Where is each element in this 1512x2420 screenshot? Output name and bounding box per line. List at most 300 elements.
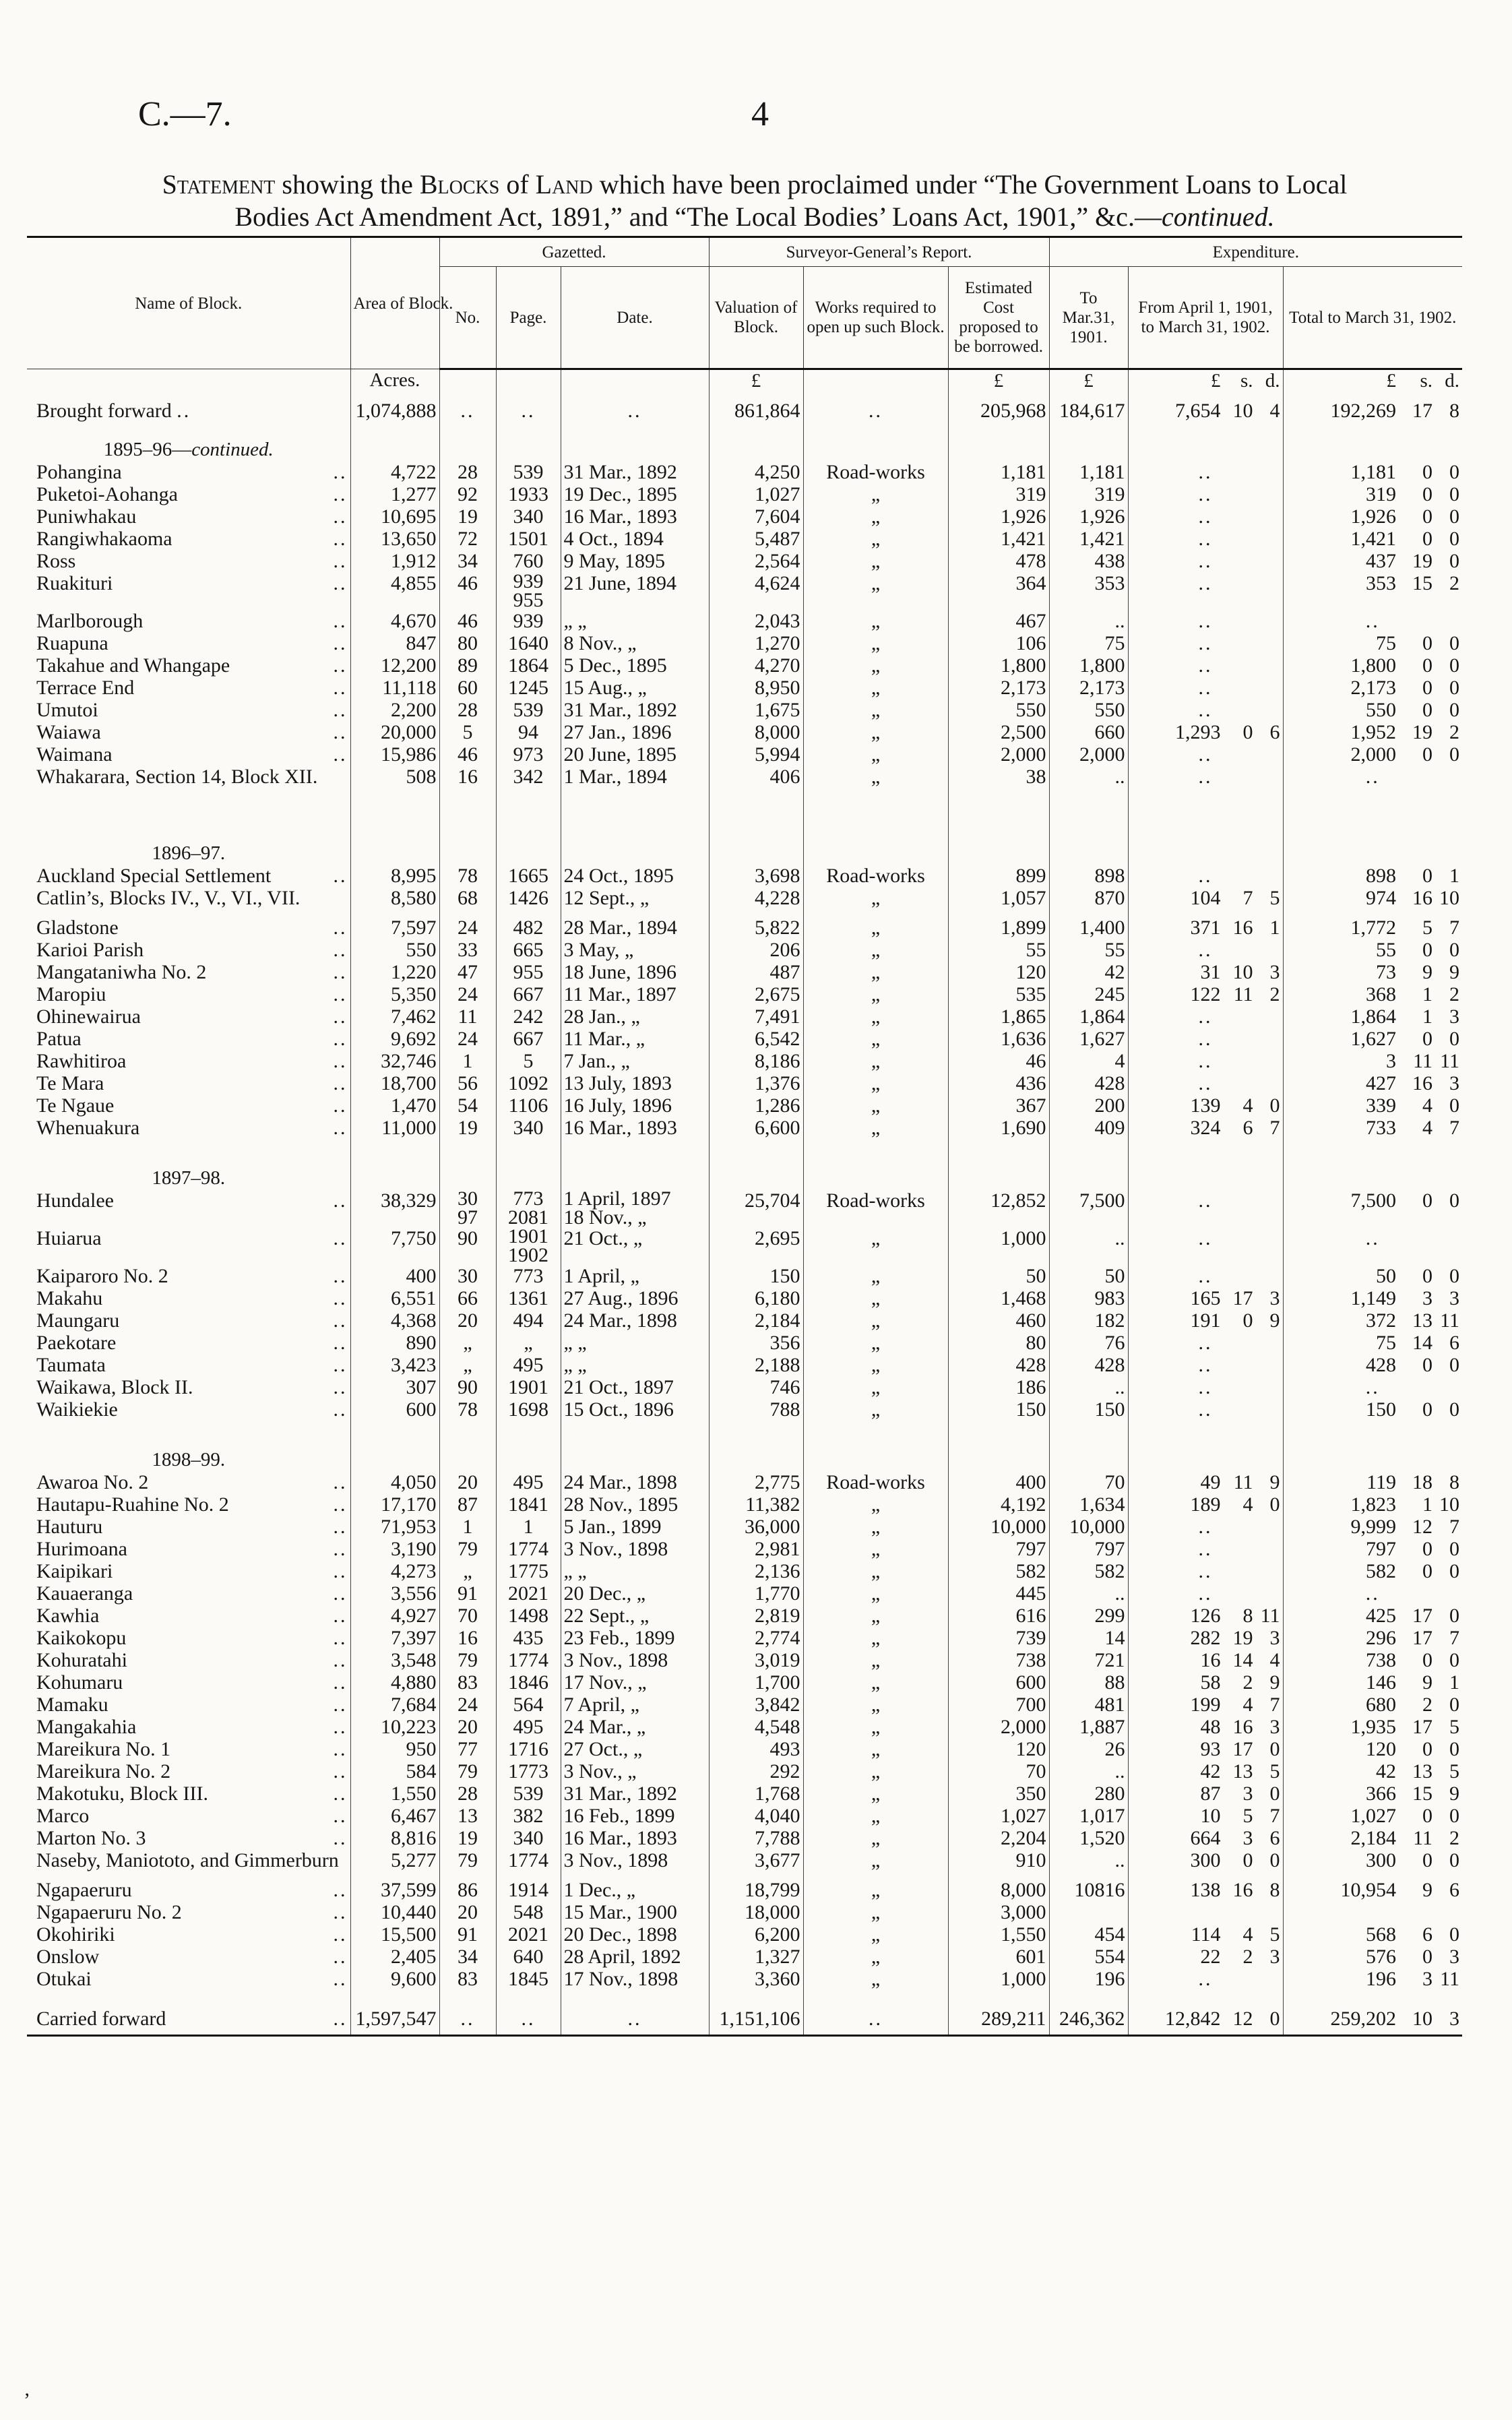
works-required: „	[803, 1605, 948, 1627]
section-label: 1895–96—continued.	[103, 439, 274, 460]
pence: 9	[1269, 1309, 1280, 1332]
pence: 0	[1449, 483, 1460, 505]
shillings: 3	[1242, 1782, 1253, 1805]
block-name: Puketoi-Aohanga ..	[36, 483, 348, 505]
expenditure-from-1901	[1128, 1627, 1283, 1649]
cf-total	[1283, 2004, 1462, 2036]
pounds: 191	[1190, 1309, 1221, 1332]
spacer-cell	[439, 1990, 496, 2004]
expenditure-from-1901: ..	[1128, 1332, 1283, 1354]
table-row	[27, 1227, 1462, 1265]
total-expenditure	[1283, 1738, 1462, 1760]
spacer-cell	[439, 1139, 496, 1167]
pence: 1	[1269, 917, 1280, 939]
expenditure-from-1901: ..	[1128, 461, 1283, 483]
pounds: 425	[1366, 1605, 1397, 1627]
works-required: „	[803, 1782, 948, 1805]
estimated-cost: 460	[948, 1309, 1049, 1332]
gazette-number: 13	[439, 1805, 496, 1827]
pence: 3	[1449, 1946, 1460, 1968]
gazette-page: 539	[496, 461, 561, 483]
spacer-cell	[709, 1139, 803, 1167]
pounds: 733	[1366, 1117, 1397, 1139]
works-required: „	[803, 1760, 948, 1782]
shillings: 0	[1422, 1265, 1433, 1287]
pounds: 1,027	[1350, 1805, 1397, 1827]
gazette-number: 16	[439, 766, 496, 795]
total-expenditure: ..	[1283, 1227, 1462, 1265]
gazette-page: 760	[496, 550, 561, 572]
spacer-cell	[439, 795, 496, 842]
expenditure-to-1901: ..	[1049, 1227, 1128, 1265]
gazette-page: 1501	[496, 528, 561, 550]
table-row	[27, 699, 1462, 721]
estimated-cost: 600	[948, 1671, 1049, 1694]
pounds: 300	[1190, 1849, 1221, 1871]
works-required: „	[803, 550, 948, 572]
total-expenditure	[1283, 1849, 1462, 1879]
table-row	[27, 1716, 1462, 1738]
shillings: 0	[1422, 699, 1433, 721]
pounds: 10	[1200, 1805, 1221, 1827]
gazette-page: 1640	[496, 632, 561, 654]
gazette-number: 34	[439, 550, 496, 572]
pounds: 372	[1366, 1309, 1397, 1332]
block-name: Rawhitiroa ..	[36, 1050, 348, 1072]
estimated-cost: 1,899	[948, 917, 1049, 939]
area-of-block: 37,599	[350, 1879, 439, 1901]
title-word: Land	[535, 169, 593, 199]
gazette-date: 12 Sept., „	[561, 887, 709, 917]
expenditure-to-1901: 438	[1049, 550, 1128, 572]
gazette-page: „	[496, 1332, 561, 1354]
area-of-block: 3,556	[350, 1582, 439, 1605]
expenditure-from-1901	[1128, 1901, 1283, 1923]
col-from-1901-header: From April 1, 1901, to March 31, 1902.	[1128, 267, 1283, 369]
table-row	[27, 1582, 1462, 1605]
section-blank	[1283, 439, 1462, 461]
works-required: Road-works	[803, 1189, 948, 1227]
pence: 0	[1449, 1189, 1460, 1212]
spacer-cell	[496, 1421, 561, 1449]
estimated-cost: 2,173	[948, 677, 1049, 699]
spacer-cell	[1049, 795, 1128, 842]
area-of-block: 4,855	[350, 572, 439, 610]
expenditure-from-1901: ..	[1128, 1376, 1283, 1398]
gazette-number: 1	[439, 1516, 496, 1538]
area-of-block: 1,912	[350, 550, 439, 572]
expenditure-from-1901: ..	[1128, 654, 1283, 677]
works-required: „	[803, 1879, 948, 1901]
gazette-page: 1933	[496, 483, 561, 505]
block-name: Te Ngaue ..	[36, 1094, 348, 1117]
works-required: „	[803, 1968, 948, 1990]
area-of-block: 7,462	[350, 1005, 439, 1028]
gazette-number: 30 97	[439, 1189, 496, 1227]
total-expenditure	[1283, 1287, 1462, 1309]
table-row	[27, 1901, 1462, 1923]
spacer-cell	[948, 1990, 1049, 2004]
pence: 3	[1269, 1716, 1280, 1738]
works-required: „	[803, 1694, 948, 1716]
carried-forward-row	[27, 2004, 1462, 2036]
table-row	[27, 1376, 1462, 1398]
spacer-cell	[948, 795, 1049, 842]
pence: 6	[1269, 1827, 1280, 1849]
gazette-page: 1498	[496, 1605, 561, 1627]
expenditure-to-1901: ..	[1049, 1849, 1128, 1879]
total-expenditure	[1283, 677, 1462, 699]
block-name: Gladstone ..	[36, 917, 348, 939]
gazette-number: 78	[439, 865, 496, 887]
section-heading-row	[27, 1167, 1462, 1189]
area-of-block: 7,684	[350, 1694, 439, 1716]
pounds: 974	[1366, 887, 1397, 909]
valuation: 8,000	[709, 721, 803, 743]
works-required: „	[803, 1028, 948, 1050]
total-expenditure	[1283, 632, 1462, 654]
block-name: Waikiekie ..	[36, 1398, 348, 1421]
block-name: Kohumaru ..	[36, 1671, 348, 1694]
pence: 3	[1449, 1287, 1460, 1309]
bf-from-1901: 7,654 10 4	[1128, 400, 1283, 429]
total-expenditure	[1283, 1716, 1462, 1738]
works-required: „	[803, 961, 948, 983]
block-name: Waimana ..	[36, 743, 348, 766]
pounds: 87	[1200, 1782, 1221, 1805]
shillings: 1	[1422, 1493, 1433, 1516]
valuation: 2,775	[709, 1471, 803, 1493]
shillings: 0	[1242, 1849, 1253, 1871]
gazette-date: 24 Oct., 1895	[561, 865, 709, 887]
margin-mark: ’	[24, 2389, 30, 2411]
pence: 0	[1449, 743, 1460, 766]
pounds: 1,926	[1350, 505, 1397, 528]
gazette-number: 89	[439, 654, 496, 677]
shillings: 16	[1232, 917, 1253, 939]
works-required: „	[803, 1398, 948, 1421]
shillings: 17	[1412, 1605, 1433, 1627]
total-expenditure	[1283, 917, 1462, 939]
gazette-page: 340	[496, 1117, 561, 1139]
spacer-cell	[1283, 1421, 1462, 1449]
shillings: 11	[1233, 983, 1253, 1005]
title-line-2	[27, 201, 1482, 233]
works-required: „	[803, 1354, 948, 1376]
area-of-block: 4,670	[350, 610, 439, 632]
shillings: 0	[1422, 1189, 1433, 1212]
works-required: „	[803, 1005, 948, 1028]
col-estimated-header: Estimated Cost proposed to be borrowed.	[948, 267, 1049, 369]
total-expenditure	[1283, 1189, 1462, 1227]
table-row	[27, 961, 1462, 983]
works-required: „	[803, 1849, 948, 1879]
pence: 0	[1449, 1560, 1460, 1582]
expenditure-from-1901	[1128, 1493, 1283, 1516]
gazette-date: 18 June, 1896	[561, 961, 709, 983]
area-of-block: 13,650	[350, 528, 439, 550]
pounds: 139	[1190, 1094, 1221, 1117]
shillings: 4	[1242, 1923, 1253, 1946]
table-row	[27, 1782, 1462, 1805]
shillings: 0	[1422, 1028, 1433, 1050]
block-name: Karioi Parish ..	[36, 939, 348, 961]
area-of-block: 950	[350, 1738, 439, 1760]
pence: 1	[1449, 865, 1460, 887]
gazette-page: 1716	[496, 1738, 561, 1760]
estimated-cost: 400	[948, 1471, 1049, 1493]
pounds: 93	[1200, 1738, 1221, 1760]
works-required: „	[803, 1560, 948, 1582]
cf-to-1901: 246,362	[1049, 2004, 1128, 2036]
gazette-number: 19	[439, 505, 496, 528]
cf-valuation: 1,151,106	[709, 2004, 803, 2036]
estimated-cost: 899	[948, 865, 1049, 887]
gazette-date: 20 Dec., „	[561, 1582, 709, 1605]
works-required: „	[803, 654, 948, 677]
bf-estimated: 205,968	[948, 400, 1049, 429]
valuation: 356	[709, 1332, 803, 1354]
valuation: 2,043	[709, 610, 803, 632]
section-blank	[439, 439, 496, 461]
estimated-cost: 797	[948, 1538, 1049, 1560]
works-required: „	[803, 1738, 948, 1760]
valuation: 3,842	[709, 1694, 803, 1716]
gazette-date: 31 Mar., 1892	[561, 461, 709, 483]
area-of-block: 4,927	[350, 1605, 439, 1627]
document-code: C.—7.	[138, 95, 232, 133]
shillings: 0	[1422, 654, 1433, 677]
expenditure-to-1901: ..	[1049, 610, 1128, 632]
block-name: Kaikokopu ..	[36, 1627, 348, 1649]
valuation: 36,000	[709, 1516, 803, 1538]
pence: 9	[1269, 1471, 1280, 1493]
shillings: 1	[1422, 1005, 1433, 1028]
area-of-block: 3,423	[350, 1354, 439, 1376]
shillings: 4	[1422, 1094, 1433, 1117]
shillings: 3	[1242, 1827, 1253, 1849]
gazette-date: 28 Jan., „	[561, 1005, 709, 1028]
pounds: 568	[1366, 1923, 1397, 1946]
area-of-block: 38,329	[350, 1189, 439, 1227]
gazette-date: 27 Jan., 1896	[561, 721, 709, 743]
works-required: „	[803, 1716, 948, 1738]
pence: 2	[1449, 572, 1460, 594]
gazette-date: 24 Mar., 1898	[561, 1309, 709, 1332]
works-required: Road-works	[803, 1471, 948, 1493]
valuation: 4,624	[709, 572, 803, 610]
spacer-cell	[1049, 1990, 1128, 2004]
estimated-cost: 582	[948, 1560, 1049, 1582]
table-row	[27, 983, 1462, 1005]
gazette-page: 1864	[496, 654, 561, 677]
gazette-page: 94	[496, 721, 561, 743]
pounds: 680	[1366, 1694, 1397, 1716]
expenditure-from-1901	[1128, 983, 1283, 1005]
area-of-block: 307	[350, 1376, 439, 1398]
page-number: 4	[751, 95, 769, 133]
valuation: 7,788	[709, 1827, 803, 1849]
spacer-cell	[803, 1421, 948, 1449]
gazette-page: 495	[496, 1354, 561, 1376]
valuation: 2,774	[709, 1627, 803, 1649]
gazette-page: 340	[496, 1827, 561, 1849]
units-blank	[561, 369, 709, 400]
total-expenditure	[1283, 699, 1462, 721]
spacer-cell	[27, 429, 350, 439]
cf-works: ..	[803, 2004, 948, 2036]
gazette-date: 3 May, „	[561, 939, 709, 961]
estimated-cost: 38	[948, 766, 1049, 795]
gazette-page: 340	[496, 505, 561, 528]
gazette-page: 1	[496, 1516, 561, 1538]
pence: 8	[1269, 1879, 1280, 1901]
gazette-date: 23 Feb., 1899	[561, 1627, 709, 1649]
gazette-date: „ „	[561, 610, 709, 632]
works-required: „	[803, 1671, 948, 1694]
spacer-cell	[496, 1990, 561, 2004]
table-row	[27, 1560, 1462, 1582]
pence: 3	[1269, 1627, 1280, 1649]
total-expenditure	[1283, 1560, 1462, 1582]
valuation: 11,382	[709, 1493, 803, 1516]
gazette-page: 482	[496, 917, 561, 939]
spacer-cell	[709, 1421, 803, 1449]
estimated-cost: 445	[948, 1582, 1049, 1605]
gazette-date: 5 Dec., 1895	[561, 654, 709, 677]
total-expenditure	[1283, 1827, 1462, 1849]
section-heading-row	[27, 1449, 1462, 1471]
works-required: „	[803, 743, 948, 766]
table-row	[27, 1805, 1462, 1827]
expenditure-to-1901: 70	[1049, 1471, 1128, 1493]
expenditure-to-1901: 245	[1049, 983, 1128, 1005]
table-row	[27, 483, 1462, 505]
total-expenditure	[1283, 461, 1462, 483]
expenditure-to-1901: 55	[1049, 939, 1128, 961]
area-of-block: 1,470	[350, 1094, 439, 1117]
expenditure-to-1901: 550	[1049, 699, 1128, 721]
table-row	[27, 939, 1462, 961]
pounds: 797	[1366, 1538, 1397, 1560]
section-heading-row	[27, 439, 1462, 461]
col-no-header: No.	[439, 267, 496, 369]
gazette-number: 16	[439, 1627, 496, 1649]
expenditure-to-1901: 88	[1049, 1671, 1128, 1694]
block-name: Catlin’s, Blocks IV., V., VI., VII.	[36, 887, 301, 909]
unit-pound: £	[1386, 370, 1397, 392]
spacer-cell	[1128, 1421, 1283, 1449]
spacer-cell	[439, 429, 496, 439]
expenditure-from-1901	[1128, 887, 1283, 917]
unit-pound: £	[948, 369, 1049, 400]
area-of-block: 2,200	[350, 699, 439, 721]
table-row	[27, 1538, 1462, 1560]
shillings: 16	[1412, 887, 1433, 909]
table-row	[27, 1923, 1462, 1946]
title-text: of	[499, 169, 536, 199]
total-expenditure	[1283, 1398, 1462, 1421]
valuation: 1,770	[709, 1582, 803, 1605]
valuation: 8,186	[709, 1050, 803, 1072]
expenditure-from-1901	[1128, 1309, 1283, 1332]
block-name: Mamaku ..	[36, 1694, 348, 1716]
gazette-page: 773	[496, 1265, 561, 1287]
expenditure-from-1901: ..	[1128, 1050, 1283, 1072]
surveyor-header: Surveyor-General’s Report.	[709, 237, 1049, 267]
valuation: 4,250	[709, 461, 803, 483]
shillings: 17	[1232, 1738, 1253, 1760]
block-name: Terrace End ..	[36, 677, 348, 699]
expenditure-from-1901: ..	[1128, 632, 1283, 654]
spacer-cell	[709, 1990, 803, 2004]
area-of-block: 508	[350, 766, 439, 795]
spacer-cell	[496, 429, 561, 439]
spacer-cell	[27, 1139, 350, 1167]
expenditure-to-1901: 1,926	[1049, 505, 1128, 528]
total-expenditure: ..	[1283, 766, 1462, 795]
units-blank	[496, 369, 561, 400]
gazette-page: 1426	[496, 887, 561, 917]
section-blank	[1128, 842, 1283, 865]
works-required: „	[803, 572, 948, 610]
block-name: Te Mara ..	[36, 1072, 348, 1094]
shillings: 16	[1232, 1716, 1253, 1738]
pounds: 1,823	[1350, 1493, 1397, 1516]
estimated-cost: 70	[948, 1760, 1049, 1782]
gazette-number: 46	[439, 610, 496, 632]
shillings: 13	[1232, 1760, 1253, 1782]
shillings: 0	[1422, 505, 1433, 528]
estimated-cost: 150	[948, 1398, 1049, 1421]
shillings: 0	[1422, 677, 1433, 699]
gazette-date: 15 Oct., 1896	[561, 1398, 709, 1421]
expenditure-from-1901	[1128, 917, 1283, 939]
block-name: Puniwhakau ..	[36, 505, 348, 528]
pence: 0	[1449, 505, 1460, 528]
pounds: 368	[1366, 983, 1397, 1005]
gazette-page: 1698	[496, 1398, 561, 1421]
expenditure-from-1901: ..	[1128, 610, 1283, 632]
valuation: 18,000	[709, 1901, 803, 1923]
gazette-page: 665	[496, 939, 561, 961]
valuation: 1,700	[709, 1671, 803, 1694]
unit-acres: Acres.	[350, 369, 439, 400]
pence: 11	[1260, 1605, 1280, 1627]
area-of-block: 15,500	[350, 1923, 439, 1946]
shillings: 0	[1422, 1805, 1433, 1827]
works-required: „	[803, 917, 948, 939]
gazette-number: 20	[439, 1309, 496, 1332]
pounds: 2,000	[1350, 743, 1397, 766]
works-required: „	[803, 1072, 948, 1094]
block-name: Ruapuna ..	[36, 632, 348, 654]
gazette-date: 7 April, „	[561, 1694, 709, 1716]
works-required: „	[803, 1117, 948, 1139]
pence: 7	[1449, 917, 1460, 939]
gazette-date: 16 Mar., 1893	[561, 505, 709, 528]
gazette-date: 21 Oct., 1897	[561, 1376, 709, 1398]
gazette-date: 1 Mar., 1894	[561, 766, 709, 795]
expenditure-from-1901: ..	[1128, 483, 1283, 505]
table-row	[27, 572, 1462, 610]
shillings: 6	[1422, 1923, 1433, 1946]
pence: 7	[1269, 1117, 1280, 1139]
expenditure-to-1901: 1,864	[1049, 1005, 1128, 1028]
section-blank	[1049, 1449, 1128, 1471]
area-of-block: 11,000	[350, 1117, 439, 1139]
expenditure-from-1901: ..	[1128, 766, 1283, 795]
